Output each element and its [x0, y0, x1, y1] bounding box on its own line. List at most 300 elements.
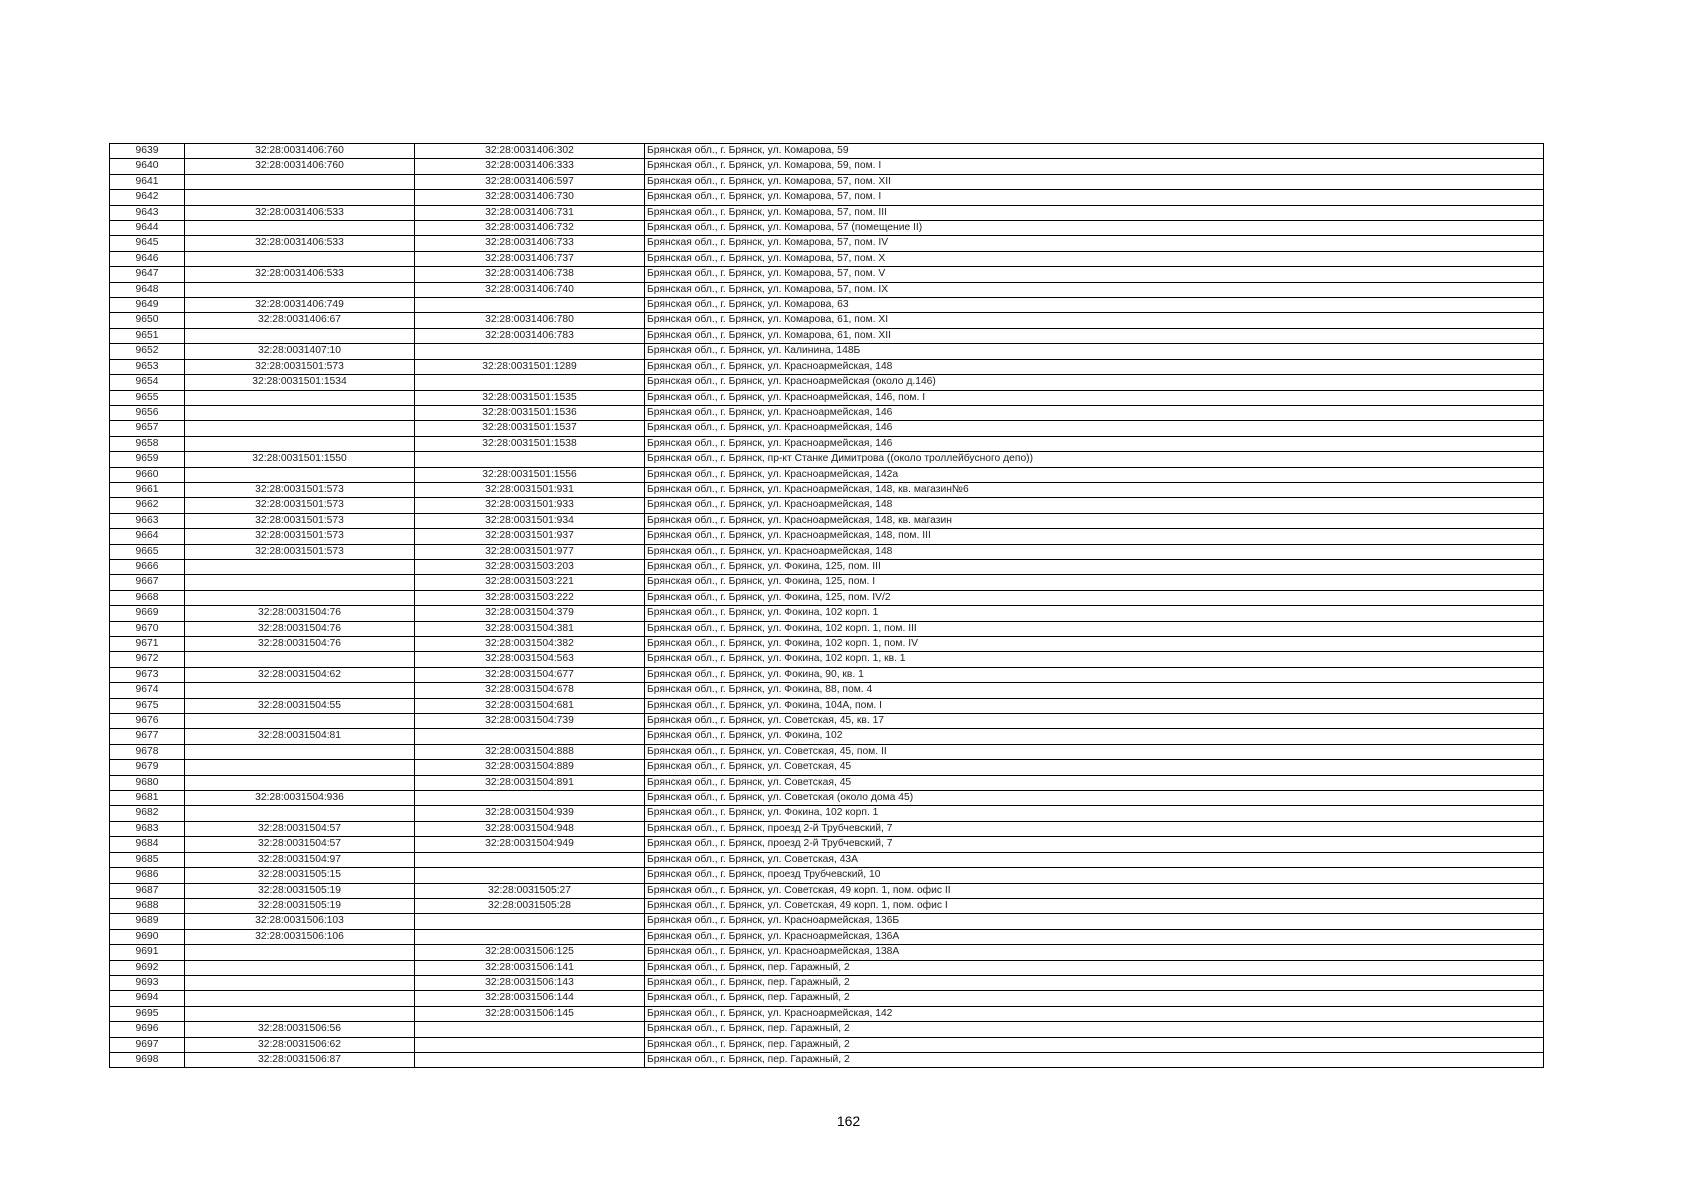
row-number-cell: 9650: [110, 313, 185, 328]
row-number-cell: 9695: [110, 1006, 185, 1021]
cadastral-number-cell: 32:28:0031406:733: [415, 236, 645, 251]
address-cell: Брянская обл., г. Брянск, пер. Гаражный, 2: [645, 1052, 1544, 1067]
row-number-cell: 9673: [110, 667, 185, 682]
row-number-cell: 9690: [110, 929, 185, 944]
parent-cadastral-cell: [185, 405, 415, 420]
row-number-cell: 9687: [110, 883, 185, 898]
address-cell: Брянская обл., г. Брянск, пер. Гаражный, 2: [645, 975, 1544, 990]
table-row: [110, 929, 1544, 944]
row-number-cell: 9697: [110, 1037, 185, 1052]
table-row: [110, 698, 1544, 713]
cadastral-number-cell: [415, 1037, 645, 1052]
parent-cadastral-cell: 32:28:0031506:103: [185, 914, 415, 929]
row-number-cell: 9657: [110, 421, 185, 436]
parent-cadastral-cell: 32:28:0031501:1550: [185, 452, 415, 467]
parent-cadastral-cell: 32:28:0031506:56: [185, 1022, 415, 1037]
address-cell: Брянская обл., г. Брянск, ул. Советская, 43А: [645, 852, 1544, 867]
row-number-cell: 9655: [110, 390, 185, 405]
row-number-cell: 9653: [110, 359, 185, 374]
parent-cadastral-cell: 32:28:0031505:19: [185, 898, 415, 913]
cadastral-number-cell: 32:28:0031501:1289: [415, 359, 645, 374]
address-cell: Брянская обл., г. Брянск, проезд Трубчевский, 10: [645, 868, 1544, 883]
row-number-cell: 9639: [110, 144, 185, 159]
address-cell: Брянская обл., г. Брянск, ул. Красноармейская, 146: [645, 436, 1544, 451]
table-row: [110, 667, 1544, 682]
row-number-cell: 9654: [110, 375, 185, 390]
parent-cadastral-cell: 32:28:0031407:10: [185, 344, 415, 359]
table-row: [110, 760, 1544, 775]
row-number-cell: 9647: [110, 267, 185, 282]
cadastral-number-cell: [415, 1022, 645, 1037]
cadastral-number-cell: 32:28:0031504:379: [415, 606, 645, 621]
table-row: [110, 282, 1544, 297]
address-cell: Брянская обл., г. Брянск, проезд 2-й Трубчевский, 7: [645, 837, 1544, 852]
address-cell: Брянская обл., г. Брянск, ул. Комарова, 57, пом. IV: [645, 236, 1544, 251]
table-row: [110, 852, 1544, 867]
table-row: [110, 559, 1544, 574]
cadastral-number-cell: 32:28:0031501:1536: [415, 405, 645, 420]
row-number-cell: 9651: [110, 328, 185, 343]
parent-cadastral-cell: [185, 652, 415, 667]
table-row: [110, 328, 1544, 343]
cadastral-number-cell: 32:28:0031504:739: [415, 714, 645, 729]
address-cell: Брянская обл., г. Брянск, ул. Комарова, 57, пом. IX: [645, 282, 1544, 297]
table-row: [110, 837, 1544, 852]
cadastral-number-cell: 32:28:0031506:144: [415, 991, 645, 1006]
row-number-cell: 9648: [110, 282, 185, 297]
cadastral-number-cell: 32:28:0031406:597: [415, 174, 645, 189]
address-cell: Брянская обл., г. Брянск, ул. Красноармейская, 146, пом. I: [645, 390, 1544, 405]
parent-cadastral-cell: 32:28:0031504:76: [185, 606, 415, 621]
row-number-cell: 9666: [110, 559, 185, 574]
parent-cadastral-cell: 32:28:0031506:87: [185, 1052, 415, 1067]
table-row: [110, 159, 1544, 174]
cadastral-number-cell: 32:28:0031506:145: [415, 1006, 645, 1021]
page-number: 162: [836, 1113, 861, 1129]
table-row: [110, 898, 1544, 913]
table-row: [110, 513, 1544, 528]
parent-cadastral-cell: [185, 760, 415, 775]
address-cell: Брянская обл., г. Брянск, пер. Гаражный, 2: [645, 1037, 1544, 1052]
address-cell: Брянская обл., г. Брянск, ул. Советская, 45: [645, 775, 1544, 790]
address-cell: Брянская обл., г. Брянск, ул. Фокина, 102 корп. 1: [645, 606, 1544, 621]
table-row: [110, 806, 1544, 821]
row-number-cell: 9674: [110, 683, 185, 698]
address-cell: Брянская обл., г. Брянск, ул. Комарова, 61, пом. XII: [645, 328, 1544, 343]
row-number-cell: 9698: [110, 1052, 185, 1067]
address-cell: Брянская обл., г. Брянск, ул. Фокина, 102 корп. 1, пом. III: [645, 621, 1544, 636]
row-number-cell: 9640: [110, 159, 185, 174]
parent-cadastral-cell: [185, 221, 415, 236]
row-number-cell: 9684: [110, 837, 185, 852]
address-cell: Брянская обл., г. Брянск, пер. Гаражный, 2: [645, 960, 1544, 975]
cadastral-number-cell: [415, 298, 645, 313]
address-cell: Брянская обл., г. Брянск, проезд 2-й Трубчевский, 7: [645, 821, 1544, 836]
property-table-body: [110, 144, 1544, 1068]
cadastral-number-cell: 32:28:0031501:1537: [415, 421, 645, 436]
row-number-cell: 9652: [110, 344, 185, 359]
row-number-cell: 9670: [110, 621, 185, 636]
cadastral-number-cell: 32:28:0031406:730: [415, 190, 645, 205]
parent-cadastral-cell: 32:28:0031506:62: [185, 1037, 415, 1052]
cadastral-number-cell: 32:28:0031504:949: [415, 837, 645, 852]
row-number-cell: 9688: [110, 898, 185, 913]
cadastral-number-cell: [415, 791, 645, 806]
cadastral-number-cell: 32:28:0031506:141: [415, 960, 645, 975]
table-row: [110, 1037, 1544, 1052]
table-row: [110, 251, 1544, 266]
cadastral-number-cell: 32:28:0031406:737: [415, 251, 645, 266]
parent-cadastral-cell: 32:28:0031501:573: [185, 529, 415, 544]
row-number-cell: 9682: [110, 806, 185, 821]
table-row: [110, 405, 1544, 420]
row-number-cell: 9649: [110, 298, 185, 313]
parent-cadastral-cell: [185, 683, 415, 698]
row-number-cell: 9658: [110, 436, 185, 451]
cadastral-number-cell: 32:28:0031504:678: [415, 683, 645, 698]
address-cell: Брянская обл., г. Брянск, ул. Фокина, 102 корп. 1, пом. IV: [645, 637, 1544, 652]
address-cell: Брянская обл., г. Брянск, ул. Фокина, 125, пом. I: [645, 575, 1544, 590]
table-row: [110, 1006, 1544, 1021]
cadastral-number-cell: 32:28:0031505:27: [415, 883, 645, 898]
cadastral-number-cell: 32:28:0031501:937: [415, 529, 645, 544]
table-row: [110, 498, 1544, 513]
parent-cadastral-cell: 32:28:0031406:760: [185, 144, 415, 159]
row-number-cell: 9678: [110, 744, 185, 759]
address-cell: Брянская обл., г. Брянск, ул. Красноармейская (около д.146): [645, 375, 1544, 390]
parent-cadastral-cell: [185, 575, 415, 590]
parent-cadastral-cell: [185, 251, 415, 266]
parent-cadastral-cell: 32:28:0031501:573: [185, 513, 415, 528]
parent-cadastral-cell: 32:28:0031504:55: [185, 698, 415, 713]
table-row: [110, 637, 1544, 652]
table-row: [110, 991, 1544, 1006]
address-cell: Брянская обл., г. Брянск, ул. Красноармейская, 138А: [645, 945, 1544, 960]
cadastral-number-cell: 32:28:0031406:333: [415, 159, 645, 174]
table-row: [110, 144, 1544, 159]
parent-cadastral-cell: 32:28:0031501:573: [185, 359, 415, 374]
row-number-cell: 9641: [110, 174, 185, 189]
address-cell: Брянская обл., г. Брянск, ул. Комарова, 57, пом. III: [645, 205, 1544, 220]
table-row: [110, 375, 1544, 390]
row-number-cell: 9643: [110, 205, 185, 220]
parent-cadastral-cell: 32:28:0031501:573: [185, 544, 415, 559]
parent-cadastral-cell: [185, 559, 415, 574]
parent-cadastral-cell: 32:28:0031406:533: [185, 267, 415, 282]
table-row: [110, 791, 1544, 806]
row-number-cell: 9680: [110, 775, 185, 790]
cadastral-number-cell: 32:28:0031504:563: [415, 652, 645, 667]
address-cell: Брянская обл., г. Брянск, ул. Красноармейская, 148: [645, 359, 1544, 374]
table-row: [110, 883, 1544, 898]
row-number-cell: 9646: [110, 251, 185, 266]
row-number-cell: 9656: [110, 405, 185, 420]
parent-cadastral-cell: 32:28:0031501:573: [185, 498, 415, 513]
parent-cadastral-cell: [185, 590, 415, 605]
table-row: [110, 236, 1544, 251]
property-table: [109, 143, 1544, 1068]
parent-cadastral-cell: [185, 806, 415, 821]
parent-cadastral-cell: 32:28:0031501:1534: [185, 375, 415, 390]
table-row: [110, 1052, 1544, 1067]
cadastral-number-cell: [415, 914, 645, 929]
table-row: [110, 452, 1544, 467]
cadastral-number-cell: 32:28:0031504:381: [415, 621, 645, 636]
address-cell: Брянская обл., г. Брянск, ул. Калинина, 148Б: [645, 344, 1544, 359]
cadastral-number-cell: 32:28:0031501:931: [415, 482, 645, 497]
cadastral-number-cell: [415, 452, 645, 467]
row-number-cell: 9664: [110, 529, 185, 544]
cadastral-number-cell: [415, 1052, 645, 1067]
row-number-cell: 9663: [110, 513, 185, 528]
table-row: [110, 421, 1544, 436]
cadastral-number-cell: 32:28:0031504:948: [415, 821, 645, 836]
cadastral-number-cell: 32:28:0031501:1535: [415, 390, 645, 405]
address-cell: Брянская обл., г. Брянск, ул. Красноармейская, 148, кв. магазин№6: [645, 482, 1544, 497]
cadastral-number-cell: 32:28:0031506:143: [415, 975, 645, 990]
cadastral-number-cell: 32:28:0031503:221: [415, 575, 645, 590]
parent-cadastral-cell: [185, 282, 415, 297]
parent-cadastral-cell: [185, 775, 415, 790]
table-row: [110, 390, 1544, 405]
address-cell: Брянская обл., г. Брянск, ул. Красноармейская, 148: [645, 544, 1544, 559]
table-row: [110, 575, 1544, 590]
cadastral-number-cell: 32:28:0031504:891: [415, 775, 645, 790]
cadastral-number-cell: 32:28:0031504:939: [415, 806, 645, 821]
row-number-cell: 9686: [110, 868, 185, 883]
row-number-cell: 9683: [110, 821, 185, 836]
address-cell: Брянская обл., г. Брянск, ул. Фокина, 104А, пом. I: [645, 698, 1544, 713]
cadastral-number-cell: [415, 929, 645, 944]
address-cell: Брянская обл., г. Брянск, ул. Фокина, 125, пом. IV/2: [645, 590, 1544, 605]
cadastral-number-cell: 32:28:0031406:783: [415, 328, 645, 343]
cadastral-number-cell: 32:28:0031505:28: [415, 898, 645, 913]
row-number-cell: 9691: [110, 945, 185, 960]
row-number-cell: 9676: [110, 714, 185, 729]
parent-cadastral-cell: 32:28:0031504:76: [185, 637, 415, 652]
parent-cadastral-cell: 32:28:0031505:15: [185, 868, 415, 883]
cadastral-number-cell: 32:28:0031406:731: [415, 205, 645, 220]
address-cell: Брянская обл., г. Брянск, ул. Красноармейская, 136Б: [645, 914, 1544, 929]
table-row: [110, 436, 1544, 451]
parent-cadastral-cell: 32:28:0031406:533: [185, 205, 415, 220]
cadastral-number-cell: 32:28:0031504:888: [415, 744, 645, 759]
table-row: [110, 914, 1544, 929]
table-row: [110, 606, 1544, 621]
parent-cadastral-cell: [185, 945, 415, 960]
cadastral-number-cell: 32:28:0031501:1556: [415, 467, 645, 482]
row-number-cell: 9696: [110, 1022, 185, 1037]
cadastral-number-cell: 32:28:0031506:125: [415, 945, 645, 960]
row-number-cell: 9685: [110, 852, 185, 867]
address-cell: Брянская обл., г. Брянск, ул. Красноармейская, 148: [645, 498, 1544, 513]
table-row: [110, 544, 1544, 559]
parent-cadastral-cell: 32:28:0031506:106: [185, 929, 415, 944]
parent-cadastral-cell: 32:28:0031505:19: [185, 883, 415, 898]
table-row: [110, 313, 1544, 328]
table-row: [110, 174, 1544, 189]
table-row: [110, 621, 1544, 636]
row-number-cell: 9694: [110, 991, 185, 1006]
table-row: [110, 683, 1544, 698]
cadastral-number-cell: 32:28:0031504:681: [415, 698, 645, 713]
row-number-cell: 9660: [110, 467, 185, 482]
table-row: [110, 652, 1544, 667]
cadastral-number-cell: [415, 852, 645, 867]
address-cell: Брянская обл., г. Брянск, ул. Советская, 45, пом. II: [645, 744, 1544, 759]
table-row: [110, 344, 1544, 359]
row-number-cell: 9644: [110, 221, 185, 236]
parent-cadastral-cell: [185, 390, 415, 405]
cadastral-number-cell: [415, 729, 645, 744]
cadastral-number-cell: 32:28:0031406:740: [415, 282, 645, 297]
address-cell: Брянская обл., г. Брянск, ул. Фокина, 102 корп. 1, кв. 1: [645, 652, 1544, 667]
row-number-cell: 9689: [110, 914, 185, 929]
address-cell: Брянская обл., г. Брянск, ул. Советская, 45: [645, 760, 1544, 775]
parent-cadastral-cell: 32:28:0031504:81: [185, 729, 415, 744]
table-row: [110, 1022, 1544, 1037]
address-cell: Брянская обл., г. Брянск, ул. Комарова, 59, пом. I: [645, 159, 1544, 174]
parent-cadastral-cell: 32:28:0031406:533: [185, 236, 415, 251]
cadastral-number-cell: [415, 375, 645, 390]
table-row: [110, 529, 1544, 544]
address-cell: Брянская обл., г. Брянск, ул. Фокина, 90, кв. 1: [645, 667, 1544, 682]
parent-cadastral-cell: 32:28:0031504:97: [185, 852, 415, 867]
cadastral-number-cell: 32:28:0031504:382: [415, 637, 645, 652]
cadastral-number-cell: 32:28:0031504:677: [415, 667, 645, 682]
address-cell: Брянская обл., г. Брянск, ул. Комарова, 61, пом. XI: [645, 313, 1544, 328]
parent-cadastral-cell: 32:28:0031406:760: [185, 159, 415, 174]
table-row: [110, 960, 1544, 975]
table-row: [110, 221, 1544, 236]
parent-cadastral-cell: 32:28:0031504:57: [185, 837, 415, 852]
parent-cadastral-cell: [185, 714, 415, 729]
parent-cadastral-cell: 32:28:0031504:57: [185, 821, 415, 836]
cadastral-number-cell: 32:28:0031501:934: [415, 513, 645, 528]
address-cell: Брянская обл., г. Брянск, ул. Комарова, 63: [645, 298, 1544, 313]
row-number-cell: 9662: [110, 498, 185, 513]
table-row: [110, 868, 1544, 883]
row-number-cell: 9681: [110, 791, 185, 806]
cadastral-number-cell: 32:28:0031406:302: [415, 144, 645, 159]
parent-cadastral-cell: [185, 1006, 415, 1021]
table-row: [110, 267, 1544, 282]
parent-cadastral-cell: 32:28:0031504:76: [185, 621, 415, 636]
row-number-cell: 9668: [110, 590, 185, 605]
table-row: [110, 729, 1544, 744]
row-number-cell: 9672: [110, 652, 185, 667]
parent-cadastral-cell: [185, 975, 415, 990]
address-cell: Брянская обл., г. Брянск, ул. Советская, 49 корп. 1, пом. офис I: [645, 898, 1544, 913]
table-row: [110, 945, 1544, 960]
parent-cadastral-cell: [185, 467, 415, 482]
address-cell: Брянская обл., г. Брянск, ул. Комарова, 59: [645, 144, 1544, 159]
row-number-cell: 9677: [110, 729, 185, 744]
row-number-cell: 9671: [110, 637, 185, 652]
cadastral-number-cell: 32:28:0031503:203: [415, 559, 645, 574]
address-cell: Брянская обл., г. Брянск, ул. Фокина, 102 корп. 1: [645, 806, 1544, 821]
cadastral-number-cell: 32:28:0031406:780: [415, 313, 645, 328]
cadastral-number-cell: 32:28:0031501:933: [415, 498, 645, 513]
address-cell: Брянская обл., г. Брянск, ул. Комарова, 57, пом. X: [645, 251, 1544, 266]
parent-cadastral-cell: [185, 421, 415, 436]
address-cell: Брянская обл., г. Брянск, ул. Советская, 49 корп. 1, пом. офис II: [645, 883, 1544, 898]
parent-cadastral-cell: 32:28:0031504:936: [185, 791, 415, 806]
row-number-cell: 9667: [110, 575, 185, 590]
table-row: [110, 205, 1544, 220]
parent-cadastral-cell: [185, 174, 415, 189]
address-cell: Брянская обл., г. Брянск, ул. Красноармейская, 146: [645, 405, 1544, 420]
row-number-cell: 9692: [110, 960, 185, 975]
table-row: [110, 190, 1544, 205]
address-cell: Брянская обл., г. Брянск, ул. Красноармейская, 148, кв. магазин: [645, 513, 1544, 528]
address-cell: Брянская обл., г. Брянск, ул. Советская (около дома 45): [645, 791, 1544, 806]
address-cell: Брянская обл., г. Брянск, ул. Фокина, 125, пом. III: [645, 559, 1544, 574]
row-number-cell: 9665: [110, 544, 185, 559]
cadastral-number-cell: 32:28:0031406:738: [415, 267, 645, 282]
table-row: [110, 975, 1544, 990]
table-row: [110, 467, 1544, 482]
parent-cadastral-cell: [185, 960, 415, 975]
row-number-cell: 9645: [110, 236, 185, 251]
address-cell: Брянская обл., г. Брянск, ул. Комарова, 57, пом. I: [645, 190, 1544, 205]
address-cell: Брянская обл., г. Брянск, ул. Красноармейская, 148, пом. III: [645, 529, 1544, 544]
table-row: [110, 744, 1544, 759]
parent-cadastral-cell: [185, 744, 415, 759]
row-number-cell: 9693: [110, 975, 185, 990]
parent-cadastral-cell: 32:28:0031501:573: [185, 482, 415, 497]
address-cell: Брянская обл., г. Брянск, ул. Комарова, 57, пом. XII: [645, 174, 1544, 189]
parent-cadastral-cell: [185, 190, 415, 205]
parent-cadastral-cell: [185, 328, 415, 343]
cadastral-number-cell: 32:28:0031406:732: [415, 221, 645, 236]
table-row: [110, 714, 1544, 729]
address-cell: Брянская обл., г. Брянск, ул. Красноармейская, 142: [645, 1006, 1544, 1021]
address-cell: Брянская обл., г. Брянск, пр-кт Станке Димитрова ((около троллейбусного депо)): [645, 452, 1544, 467]
table-row: [110, 482, 1544, 497]
address-cell: Брянская обл., г. Брянск, ул. Красноармейская, 146: [645, 421, 1544, 436]
address-cell: Брянская обл., г. Брянск, пер. Гаражный, 2: [645, 991, 1544, 1006]
table-row: [110, 821, 1544, 836]
address-cell: Брянская обл., г. Брянск, ул. Красноармейская, 142а: [645, 467, 1544, 482]
row-number-cell: 9669: [110, 606, 185, 621]
row-number-cell: 9642: [110, 190, 185, 205]
table-row: [110, 590, 1544, 605]
address-cell: Брянская обл., г. Брянск, пер. Гаражный, 2: [645, 1022, 1544, 1037]
row-number-cell: 9679: [110, 760, 185, 775]
address-cell: Брянская обл., г. Брянск, ул. Комарова, 57 (помещение II): [645, 221, 1544, 236]
address-cell: Брянская обл., г. Брянск, ул. Красноармейская, 136А: [645, 929, 1544, 944]
cadastral-number-cell: 32:28:0031501:977: [415, 544, 645, 559]
table-row: [110, 775, 1544, 790]
parent-cadastral-cell: [185, 436, 415, 451]
parent-cadastral-cell: 32:28:0031406:67: [185, 313, 415, 328]
row-number-cell: 9675: [110, 698, 185, 713]
table-row: [110, 298, 1544, 313]
address-cell: Брянская обл., г. Брянск, ул. Комарова, 57, пом. V: [645, 267, 1544, 282]
address-cell: Брянская обл., г. Брянск, ул. Фокина, 88, пом. 4: [645, 683, 1544, 698]
row-number-cell: 9661: [110, 482, 185, 497]
cadastral-number-cell: [415, 868, 645, 883]
parent-cadastral-cell: 32:28:0031504:62: [185, 667, 415, 682]
cadastral-number-cell: 32:28:0031503:222: [415, 590, 645, 605]
table-row: [110, 359, 1544, 374]
cadastral-number-cell: [415, 344, 645, 359]
cadastral-number-cell: 32:28:0031504:889: [415, 760, 645, 775]
cadastral-number-cell: 32:28:0031501:1538: [415, 436, 645, 451]
address-cell: Брянская обл., г. Брянск, ул. Фокина, 102: [645, 729, 1544, 744]
parent-cadastral-cell: 32:28:0031406:749: [185, 298, 415, 313]
